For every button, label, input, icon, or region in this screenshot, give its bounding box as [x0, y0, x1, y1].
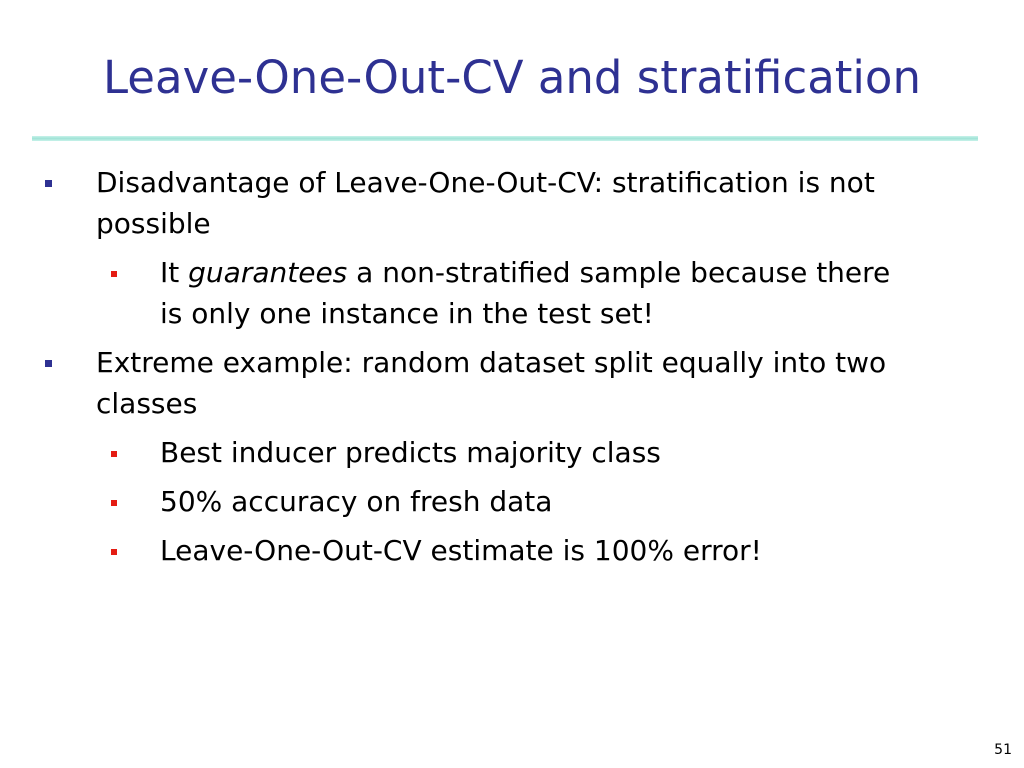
bullet-text-line: Disadvantage of Leave-One-Out-CV: stratification is not: [96, 166, 875, 199]
bullet-text-line: possible: [96, 207, 211, 240]
sub-bullet-text-line: Best inducer predicts majority class: [160, 436, 661, 469]
bullet-text-line: classes: [96, 387, 198, 420]
sub-bullet-text-line: 50% accuracy on fresh data: [160, 485, 553, 518]
sub-bullet-marker: [111, 549, 117, 555]
sub-bullet-text-line: [160, 252, 890, 293]
slide-title: Leave-One-Out-CV and stratification: [103, 51, 921, 104]
page-number: 51: [994, 742, 1012, 758]
sub-bullet-text-line: Leave-One-Out-CV estimate is 100% error!: [160, 534, 762, 567]
sub-bullet-marker: [111, 500, 117, 506]
bullet-marker: [45, 360, 52, 367]
sub-bullet-marker: [111, 271, 117, 277]
sub-bullet-text-line: is only one instance in the test set!: [160, 297, 654, 330]
bullet-marker: [45, 180, 52, 187]
bullet-text-line: Extreme example: random dataset split equally into two: [96, 346, 887, 379]
text-segment: a non-stratified sample because there: [347, 256, 891, 289]
text-segment: It: [160, 256, 189, 289]
title-divider: [32, 136, 978, 141]
emphasized-text: guarantees: [188, 256, 348, 289]
sub-bullet-marker: [111, 451, 117, 457]
